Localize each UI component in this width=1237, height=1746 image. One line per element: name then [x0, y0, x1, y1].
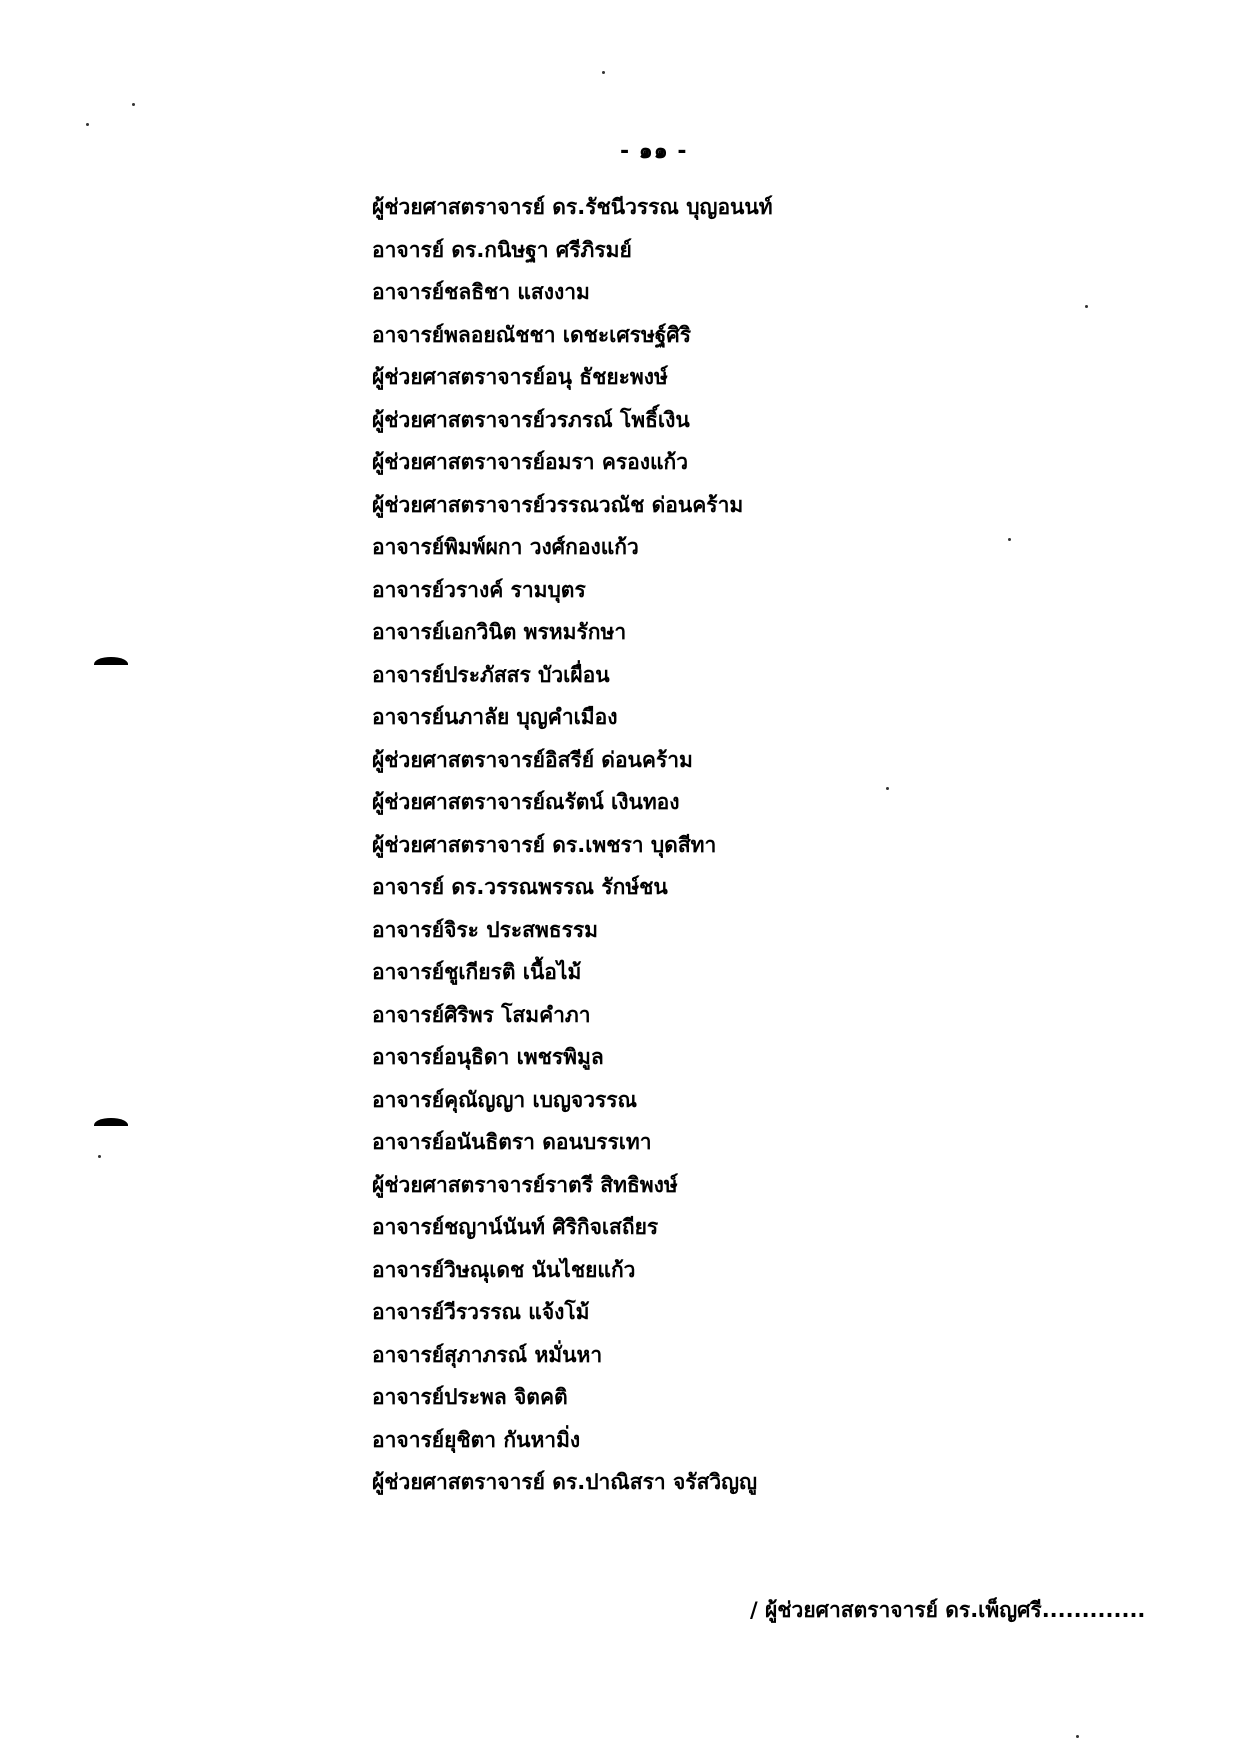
list-item: ผู้ช่วยศาสตราจารย์ ดร.เพชรา บุดสีทา: [372, 832, 717, 857]
list-item: อาจารย์ยุชิตา กันหามิ่ง: [372, 1427, 581, 1452]
list-item: อาจารย์อนันธิตรา ดอนบรรเทา: [372, 1130, 652, 1154]
list-item: ผู้ช่วยศาสตราจารย์วรรณวณัช ด่อนคร้าม: [372, 492, 744, 517]
list-item: อาจารย์วรางค์ รามบุตร: [372, 577, 586, 602]
list-item: อาจารย์สุภาภรณ์ หมั่นหา: [372, 1342, 603, 1367]
list-item: ผู้ช่วยศาสตราจารย์ณรัตน์ เงินทอง: [372, 790, 680, 814]
scan-speck: [1085, 305, 1088, 308]
list-item: ผู้ช่วยศาสตราจารย์ ดร.ปาณิสรา จรัสวิญญู: [372, 1470, 757, 1494]
list-item: อาจารย์ ดร.กนิษฐา ศรีภิรมย์: [372, 237, 632, 262]
list-item: ผู้ช่วยศาสตราจารย์ ดร.รัชนีวรรณ บุญอนนท์: [372, 195, 773, 219]
scan-speck: [1076, 1735, 1079, 1738]
name-list: [372, 186, 1092, 1504]
list-item: อาจารย์จิระ ประสพธรรม: [372, 917, 599, 942]
list-item: อาจารย์ ดร.วรรณพรรณ รักษ์ชน: [372, 875, 668, 899]
list-item: อาจารย์คุณัญญา เบญจวรรณ: [372, 1087, 638, 1112]
list-item: ผู้ช่วยศาสตราจารย์อิสรีย์ ด่อนคร้าม: [372, 747, 693, 772]
scan-speck: [86, 123, 89, 126]
hole-punch-mark: [94, 1118, 128, 1132]
list-item: ผู้ช่วยศาสตราจารย์ราตรี สิทธิพงษ์: [372, 1172, 678, 1197]
list-item: อาจารย์ชญาน์นันท์ ศิริกิจเสถียร: [372, 1215, 659, 1239]
list-item: อาจารย์เอกวินิต พรหมรักษา: [372, 620, 627, 644]
page-number: - ๑๑ -: [620, 139, 688, 164]
scan-speck: [1008, 538, 1011, 541]
list-item: อาจารย์วีรวรรณ แจ้งโม้: [372, 1300, 590, 1324]
list-item: ผู้ช่วยศาสตราจารย์วรภรณ์ โพธิ์เงิน: [372, 407, 690, 432]
list-item: อาจารย์ชูเกียรติ เนื้อไม้: [372, 960, 582, 984]
list-item: อาจารย์พลอยณัชชา เดชะเศรษฐ์ศิริ: [372, 322, 691, 347]
list-item: อาจารย์วิษณุเดช นันไชยแก้ว: [372, 1257, 636, 1282]
scan-speck: [602, 71, 605, 74]
list-item: อาจารย์ชลธิชา แสงงาม: [372, 280, 590, 304]
list-item: อาจารย์นภาลัย บุญคำเมือง: [372, 705, 618, 729]
scan-speck: [886, 787, 889, 790]
list-item: ผู้ช่วยศาสตราจารย์อมรา ครองแก้ว: [372, 450, 689, 474]
list-item: ผู้ช่วยศาสตราจารย์อนุ ธัชยะพงษ์: [372, 365, 668, 389]
scan-speck: [132, 103, 135, 106]
list-item: อาจารย์อนุธิดา เพชรพิมูล: [372, 1045, 604, 1069]
list-item: อาจารย์พิมพ์ผกา วงศ์กองแก้ว: [372, 535, 639, 559]
continuation-line: / ผู้ช่วยศาสตราจารย์ ดร.เพ็ญศรี.............: [750, 1598, 1146, 1622]
list-item: อาจารย์ประภัสสร บัวเผื่อน: [372, 662, 610, 687]
scan-speck: [98, 1155, 101, 1158]
hole-punch-mark: [94, 657, 128, 671]
list-item: อาจารย์ศิริพร โสมคำภา: [372, 1002, 591, 1027]
list-item: อาจารย์ประพล จิตคติ: [372, 1385, 568, 1409]
